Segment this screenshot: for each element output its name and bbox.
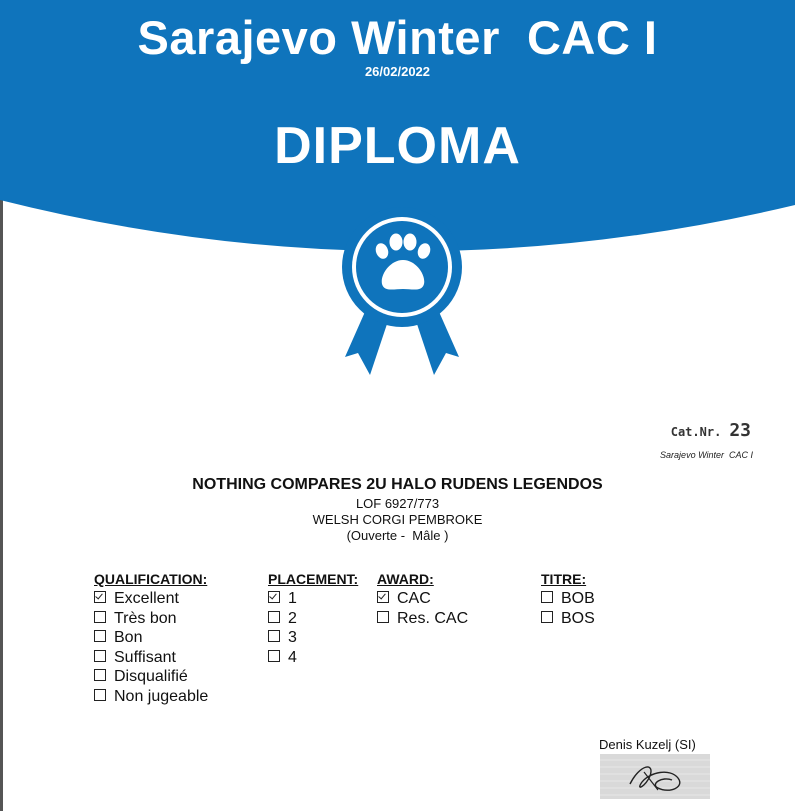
checkbox-icon[interactable]	[377, 611, 389, 623]
award-heading: AWARD:	[377, 571, 434, 587]
dog-class: (Ouverte - Mâle )	[346, 528, 449, 543]
placement-option[interactable]	[268, 648, 358, 668]
qualification-option-label: Excellent	[114, 590, 179, 607]
dog-breed: WELSH CORGI PEMBROKE	[312, 512, 483, 527]
placement-heading: PLACEMENT:	[268, 571, 359, 587]
placement-option-label: 4	[288, 648, 297, 666]
qualification-option[interactable]	[94, 648, 208, 668]
qualification-option[interactable]	[94, 687, 208, 707]
placement-option-label: 3	[288, 629, 297, 646]
checkbox-icon[interactable]	[94, 611, 106, 623]
placement-section	[268, 571, 358, 667]
checkbox-icon[interactable]	[268, 650, 280, 662]
checkbox-icon[interactable]	[541, 591, 553, 603]
checkbox-icon[interactable]	[94, 669, 106, 681]
checkbox-icon[interactable]	[268, 611, 280, 623]
checkbox-icon[interactable]	[268, 630, 280, 642]
checked-box-icon[interactable]	[94, 591, 106, 603]
qualification-option[interactable]	[94, 609, 208, 629]
award-section	[377, 571, 468, 628]
qualification-option[interactable]	[94, 589, 208, 609]
event-date: 26/02/2022	[364, 64, 431, 79]
placement-option[interactable]	[268, 589, 358, 609]
qualification-option-label: Très bon	[114, 609, 177, 627]
titre-heading: TITRE:	[541, 571, 587, 587]
checkbox-icon[interactable]	[94, 689, 106, 701]
dog-registration: LOF 6927/773	[355, 496, 440, 511]
catalog-event: Sarajevo Winter CAC I	[660, 450, 753, 460]
titre-option-label: BOS	[561, 609, 595, 627]
qualification-option-label: Suffisant	[114, 648, 176, 666]
checkbox-icon[interactable]	[94, 630, 106, 642]
checkbox-icon[interactable]	[94, 650, 106, 662]
qualification-option-label: Bon	[114, 629, 143, 646]
placement-option[interactable]	[268, 609, 358, 629]
award-option[interactable]	[377, 609, 468, 629]
dog-name: NOTHING COMPARES 2U HALO RUDENS LEGENDOS	[192, 476, 603, 493]
qualification-option[interactable]	[94, 628, 208, 648]
award-option-label: Res. CAC	[397, 609, 469, 627]
qualification-heading: QUALIFICATION:	[94, 571, 208, 587]
placement-option-label: 2	[288, 609, 297, 627]
qualification-section	[94, 571, 208, 706]
titre-option[interactable]	[541, 609, 595, 629]
titre-option-label: BOB	[561, 590, 595, 607]
diploma-title: DIPLOMA	[274, 117, 521, 175]
checked-box-icon[interactable]	[268, 591, 280, 603]
qualification-option-label: Disqualifié	[114, 668, 188, 685]
titre-option[interactable]	[541, 589, 595, 609]
catalog-label: Cat.Nr.	[670, 425, 722, 439]
event-title: Sarajevo Winter CAC I	[137, 11, 658, 64]
titre-section	[541, 571, 595, 628]
qualification-option[interactable]	[94, 667, 208, 687]
qualification-option-label: Non jugeable	[114, 687, 209, 705]
checked-box-icon[interactable]	[377, 591, 389, 603]
checkbox-icon[interactable]	[541, 611, 553, 623]
catalog-number	[671, 420, 751, 441]
placement-option-label: 1	[288, 590, 297, 607]
award-option[interactable]	[377, 589, 468, 609]
award-option-label: CAC	[397, 590, 431, 607]
paw-rosette-icon	[340, 205, 464, 380]
placement-option[interactable]	[268, 628, 358, 648]
judge-name: Denis Kuzelj (SI)	[599, 737, 696, 752]
catalog-value: 23	[729, 420, 751, 441]
judge-signature	[600, 754, 710, 799]
